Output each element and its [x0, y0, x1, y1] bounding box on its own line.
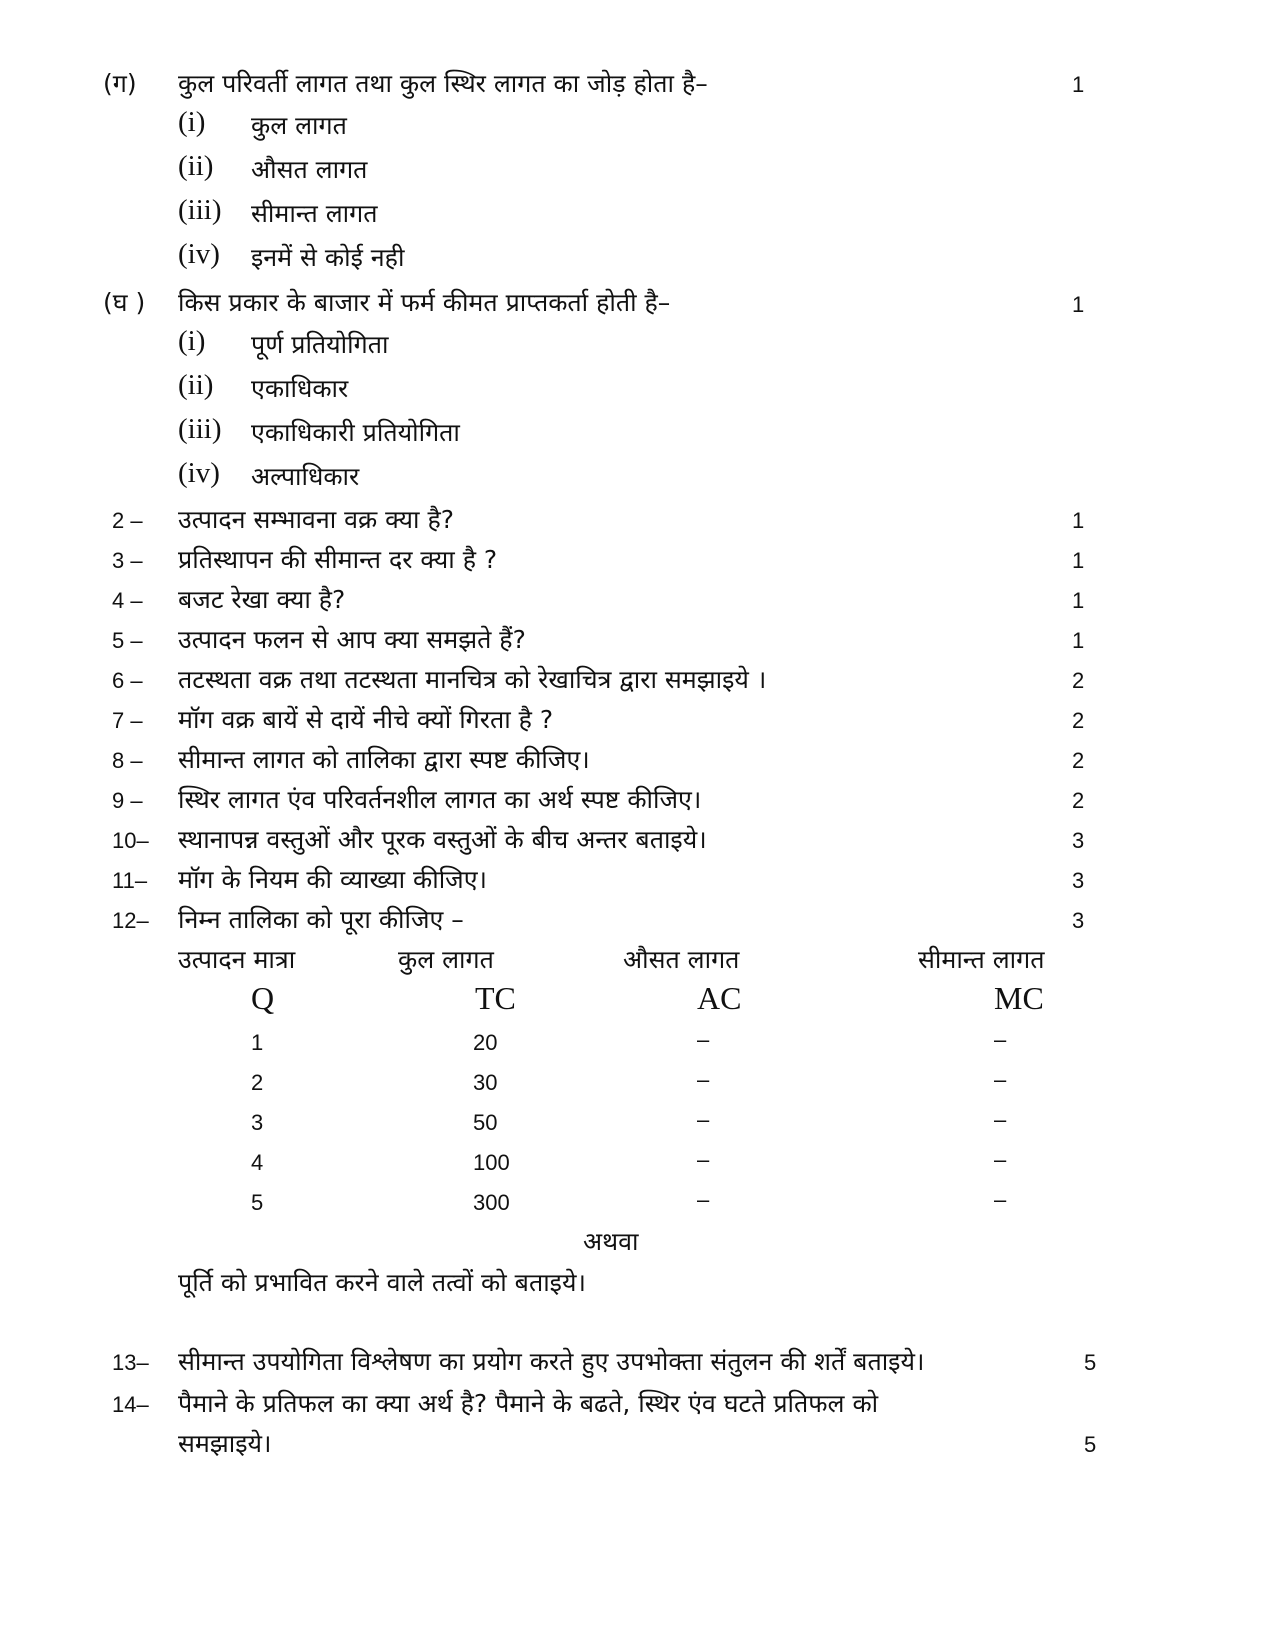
- option-text: औसत लागत: [251, 155, 368, 184]
- option-text: इनमें से कोई नही: [251, 243, 405, 272]
- table-cell-q: 4: [251, 1150, 264, 1175]
- question-marks: 2: [1072, 788, 1085, 813]
- question-text: किस प्रकार के बाजार में फर्म कीमत प्राप्तकर्ता होती है–: [178, 288, 671, 317]
- or-separator: अथवा: [583, 1227, 639, 1256]
- question-number: 13–: [112, 1350, 149, 1375]
- table-cell-tc: 30: [473, 1070, 498, 1095]
- question-text: बजट रेखा क्या है?: [178, 585, 346, 614]
- question-marks: 2: [1072, 668, 1085, 693]
- question-marks: 3: [1072, 828, 1085, 853]
- question-text: पैमाने के प्रतिफल का क्या अर्थ है? पैमाने के बढते, स्थिर एंव घटते प्रतिफल को: [178, 1389, 879, 1418]
- question-number: 7 –: [112, 708, 143, 733]
- table-header-hindi: कुल लागत: [398, 945, 494, 974]
- table-cell-ac: –: [697, 1067, 710, 1092]
- option-text: सीमान्त लागत: [251, 199, 378, 228]
- question-number: 3 –: [112, 548, 143, 573]
- table-cell-tc: 100: [473, 1150, 510, 1175]
- question-number: 14–: [112, 1392, 149, 1417]
- table-cell-q: 5: [251, 1190, 264, 1215]
- question-marks: 1: [1072, 588, 1085, 613]
- question-number: 10–: [112, 828, 149, 853]
- option-roman: (iv): [178, 238, 220, 270]
- option-roman: (iii): [178, 413, 222, 445]
- option-roman: (iii): [178, 194, 222, 226]
- question-text: सीमान्त उपयोगिता विश्लेषण का प्रयोग करते हुए उपभोक्ता संतुलन की शर्तें बताइये।: [178, 1347, 925, 1376]
- table-cell-ac: –: [697, 1107, 710, 1132]
- option-roman: (iv): [178, 457, 220, 489]
- question-label: (ग): [103, 69, 137, 98]
- option-roman: (ii): [178, 150, 214, 182]
- question-text: स्थिर लागत एंव परिवर्तनशील लागत का अर्थ स्पष्ट कीजिए।: [178, 785, 702, 814]
- table-cell-ac: –: [697, 1027, 710, 1052]
- table-cell-mc: –: [994, 1067, 1007, 1092]
- option-text: पूर्ण प्रतियोगिता: [251, 330, 389, 359]
- question-text: प्रतिस्थापन की सीमान्त दर क्या है ?: [178, 545, 498, 574]
- table-cell-tc: 300: [473, 1190, 510, 1215]
- question-marks: 1: [1072, 292, 1085, 317]
- question-label: (घ ): [103, 288, 146, 317]
- table-header-symbol: MC: [994, 980, 1044, 1016]
- table-cell-mc: –: [994, 1027, 1007, 1052]
- question-marks: 2: [1072, 708, 1085, 733]
- question-text: उत्पादन सम्भावना वक्र क्या है?: [178, 505, 455, 534]
- option-roman: (ii): [178, 369, 214, 401]
- option-text: कुल लागत: [251, 111, 347, 140]
- table-header-hindi: औसत लागत: [623, 945, 740, 974]
- question-text: स्थानापन्न वस्तुओं और पूरक वस्तुओं के बीच अन्तर बताइये।: [178, 825, 707, 854]
- question-number: 2 –: [112, 508, 143, 533]
- question-text-continuation: समझाइये।: [178, 1429, 272, 1458]
- option-text: अल्पाधिकार: [251, 462, 360, 491]
- question-text: सीमान्त लागत को तालिका द्वारा स्पष्ट कीजिए।: [178, 745, 590, 774]
- question-number: 8 –: [112, 748, 143, 773]
- question-number: 11–: [112, 868, 148, 893]
- option-roman: (i): [178, 106, 206, 138]
- table-header-symbol: Q: [251, 980, 275, 1016]
- table-cell-tc: 50: [473, 1110, 498, 1135]
- question-marks: 5: [1084, 1432, 1097, 1457]
- table-header-hindi: उत्पादन मात्रा: [178, 945, 296, 974]
- table-header-symbol: TC: [475, 980, 516, 1016]
- option-text: एकाधिकार: [251, 374, 349, 403]
- table-cell-ac: –: [697, 1187, 710, 1212]
- option-text: एकाधिकारी प्रतियोगिता: [251, 418, 460, 447]
- question-marks: 1: [1072, 548, 1085, 573]
- question-number: 12–: [112, 908, 149, 933]
- question-marks: 1: [1072, 628, 1085, 653]
- alternate-question: पूर्ति को प्रभावित करने वाले तत्वों को बताइये।: [178, 1268, 586, 1297]
- question-text: तटस्थता वक्र तथा तटस्थता मानचित्र को रेखाचित्र द्वारा समझाइये ।: [178, 665, 767, 694]
- question-number: 4 –: [112, 588, 143, 613]
- question-text: मॉग वक्र बायें से दायें नीचे क्यों गिरता है ?: [178, 705, 554, 734]
- question-marks: 3: [1072, 908, 1085, 933]
- table-cell-mc: –: [994, 1107, 1007, 1132]
- table-cell-tc: 20: [473, 1030, 498, 1055]
- table-cell-mc: –: [994, 1147, 1007, 1172]
- question-text: निम्न तालिका को पूरा कीजिए –: [178, 905, 464, 934]
- table-header-hindi: सीमान्त लागत: [918, 945, 1045, 974]
- question-marks: 3: [1072, 868, 1085, 893]
- table-cell-q: 3: [251, 1110, 264, 1135]
- table-cell-q: 2: [251, 1070, 264, 1095]
- question-text: कुल परिवर्ती लागत तथा कुल स्थिर लागत का जोड़ होता है–: [178, 69, 708, 98]
- question-marks: 2: [1072, 748, 1085, 773]
- question-text: मॉग के नियम की व्याख्या कीजिए।: [178, 865, 488, 894]
- table-header-symbol: AC: [697, 980, 742, 1016]
- question-text: उत्पादन फलन से आप क्या समझते हैं?: [178, 625, 526, 654]
- option-roman: (i): [178, 325, 206, 357]
- question-marks: 1: [1072, 72, 1085, 97]
- question-number: 5 –: [112, 628, 143, 653]
- table-cell-q: 1: [251, 1030, 264, 1055]
- question-number: 6 –: [112, 668, 143, 693]
- question-marks: 5: [1084, 1350, 1097, 1375]
- question-marks: 1: [1072, 508, 1085, 533]
- table-cell-ac: –: [697, 1147, 710, 1172]
- table-cell-mc: –: [994, 1187, 1007, 1212]
- question-number: 9 –: [112, 788, 143, 813]
